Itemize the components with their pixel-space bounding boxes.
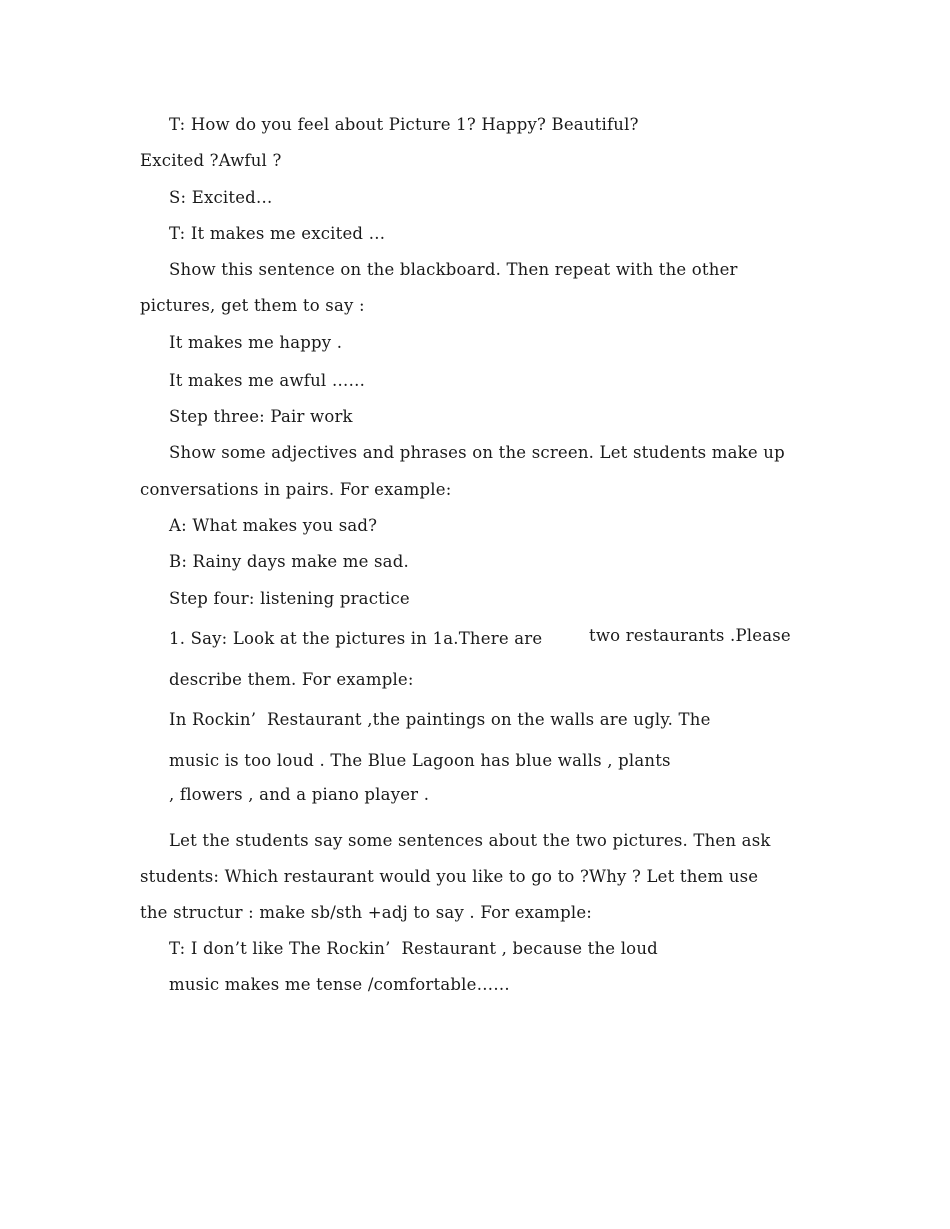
instruction-paragraph-line: conversations in pairs. For example: — [140, 480, 452, 499]
description-line: , flowers , and a piano player . — [169, 785, 430, 804]
description-line: music is too loud . The Blue Lagoon has blue walls , plants — [169, 751, 671, 770]
instruction-paragraph-line: the structur : make sb/sth +adj to say . For example: — [140, 903, 593, 922]
instruction-paragraph-line: pictures, get them to say : — [140, 296, 365, 315]
dialogue-line-teacher: music makes me tense /comfortable…… — [169, 975, 510, 994]
instruction-line-part: two restaurants .Please — [589, 626, 791, 645]
dialogue-line-a: A: What makes you sad? — [169, 516, 378, 535]
instruction-paragraph-line: Let the students say some sentences about the two pictures. Then ask — [169, 831, 771, 850]
step-heading: Step three: Pair work — [169, 407, 353, 426]
dialogue-line-teacher: T: It makes me excited … — [169, 224, 386, 243]
instruction-line-part: 1. Say: Look at the pictures in 1a.There are — [169, 629, 543, 648]
dialogue-line-continuation: Excited ?Awful ? — [140, 151, 282, 170]
example-sentence: It makes me awful …… — [169, 371, 366, 390]
instruction-paragraph-line: Show some adjectives and phrases on the screen. Let students make up — [169, 443, 785, 462]
dialogue-line-student: S: Excited… — [169, 188, 273, 207]
example-sentence: It makes me happy . — [169, 333, 343, 352]
description-line: In Rockin’ Restaurant ,the paintings on the walls are ugly. The — [169, 710, 711, 729]
dialogue-line-teacher: T: I don’t like The Rockin’ Restaurant , because the loud — [169, 939, 658, 958]
instruction-paragraph-line: Show this sentence on the blackboard. Then repeat with the other — [169, 260, 738, 279]
instruction-paragraph-line: students: Which restaurant would you like to go to ?Why ? Let them use — [140, 867, 759, 886]
dialogue-line-teacher-question: T: How do you feel about Picture 1? Happy? Beautiful? — [169, 115, 639, 134]
instruction-line: describe them. For example: — [169, 670, 414, 689]
step-heading: Step four: listening practice — [169, 589, 410, 608]
dialogue-line-b: B: Rainy days make me sad. — [169, 552, 409, 571]
